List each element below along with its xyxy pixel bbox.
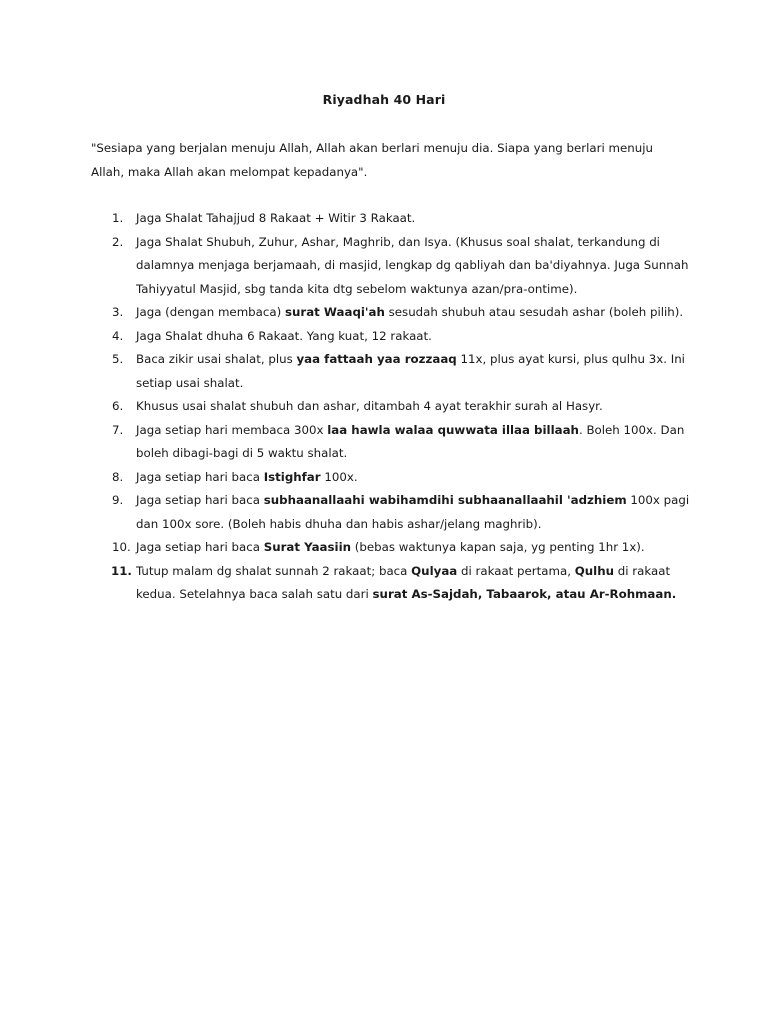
list-item-number: 1. bbox=[112, 211, 124, 225]
text-segment: Jaga setiap hari baca bbox=[136, 493, 264, 507]
text-segment: Jaga Shalat Shubuh, Zuhur, Ashar, Maghrib, dan Isya. (Khusus soal shalat, terkandung di dalamnya menjaga berjamaah, di masjid, lengkap dg qabliyah dan ba'diyahnya. Juga Sunnah Tahiyyatul Masjid, sbg tanda kita dtg sebelom waktunya azan/pra-ontime). bbox=[136, 234, 689, 296]
bold-phrase: surat As-Sajdah, Tabaarok, atau Ar-Rohmaan. bbox=[372, 587, 677, 601]
list-item-text bbox=[136, 211, 415, 225]
text-segment: Jaga (dengan membaca) bbox=[136, 305, 285, 319]
list-item-number: 3. bbox=[112, 305, 124, 319]
text-segment: Jaga Shalat dhuha 6 Rakaat. Yang kuat, 12 rakaat. bbox=[136, 328, 432, 343]
document-title: Riyadhah 40 Hari bbox=[322, 92, 446, 107]
bold-phrase: Qulyaa bbox=[411, 563, 458, 578]
text-segment: . Boleh 100x. Dan boleh dibagi-bagi di 5 waktu shalat. bbox=[136, 422, 685, 460]
list-item-text bbox=[136, 352, 685, 390]
list-item-text bbox=[136, 423, 684, 461]
list-item bbox=[91, 207, 691, 231]
list-item-number: 4. bbox=[112, 328, 124, 343]
list-item bbox=[91, 231, 691, 302]
list-item-text bbox=[136, 564, 676, 602]
bold-phrase: Istighfar bbox=[263, 469, 321, 484]
text-segment: Jaga setiap hari baca bbox=[136, 469, 264, 484]
list-item-text bbox=[136, 470, 358, 484]
bold-phrase: laa hawla walaa quwwata illaa billaah bbox=[327, 422, 579, 437]
text-segment: 11x, plus ayat kursi, plus qulhu 3x. Ini setiap usai shalat. bbox=[136, 352, 685, 390]
list-item bbox=[91, 325, 691, 349]
list-item-text bbox=[136, 329, 432, 343]
text-segment: Jaga Shalat Tahajjud 8 Rakaat + Witir 3 Rakaat. bbox=[136, 211, 416, 225]
list-item-number: 8. bbox=[112, 469, 124, 484]
text-segment: Tutup malam dg shalat sunnah 2 rakaat; baca bbox=[136, 563, 412, 578]
text-segment: Baca zikir usai shalat, plus bbox=[136, 352, 297, 366]
list-item-number: 9. bbox=[112, 493, 124, 507]
list-item bbox=[91, 395, 691, 419]
text-segment: sesudah shubuh atau sesudah ashar (boleh pilih). bbox=[384, 305, 684, 319]
bold-phrase: Surat Yaasiin bbox=[263, 540, 352, 554]
bold-phrase: Qulhu bbox=[574, 563, 615, 578]
text-segment: 100x pagi dan 100x sore. (Boleh habis dhuha dan habis ashar/jelang maghrib). bbox=[136, 493, 690, 531]
text-segment: (bebas waktunya kapan saja, yg penting 1hr 1x). bbox=[351, 540, 645, 554]
list-item-number: 2. bbox=[112, 234, 124, 249]
text-segment: di rakaat kedua. Setelahnya baca salah satu dari bbox=[136, 563, 671, 601]
list-item bbox=[91, 489, 691, 536]
opening-quote: "Sesiapa yang berjalan menuju Allah, Allah akan berlari menuju dia. Siapa yang berlari menuju Allah, maka Allah akan melompat kepadanya". bbox=[91, 141, 653, 179]
list-item bbox=[91, 536, 691, 560]
list-item-text bbox=[136, 493, 689, 531]
bold-phrase: yaa fattaah yaa rozzaaq bbox=[296, 352, 457, 366]
text-segment: 100x. bbox=[320, 469, 358, 484]
numbered-list bbox=[91, 207, 691, 607]
bold-phrase: subhaanallaahi wabihamdihi subhaanallaahil 'adzhiem bbox=[263, 493, 627, 507]
list-item-text bbox=[136, 305, 683, 319]
list-item-text bbox=[136, 235, 688, 296]
text-segment: Khusus usai shalat shubuh dan ashar, ditambah 4 ayat terakhir surah al Hasyr. bbox=[136, 399, 603, 413]
list-item-number: 10. bbox=[112, 540, 131, 554]
list-item-text bbox=[136, 540, 645, 554]
list-item bbox=[91, 348, 691, 395]
list-item-number: 5. bbox=[112, 352, 124, 366]
list-item bbox=[91, 301, 691, 325]
text-segment: di rakaat pertama, bbox=[457, 563, 575, 578]
list-item-text bbox=[136, 399, 603, 413]
list-item-number: 11. bbox=[111, 563, 132, 578]
list-item bbox=[91, 419, 691, 466]
list-item-number: 6. bbox=[112, 399, 124, 413]
text-segment: Jaga setiap hari membaca 300x bbox=[136, 422, 328, 437]
list-item-number: 7. bbox=[112, 422, 124, 437]
bold-phrase: surat Waaqi'ah bbox=[284, 305, 385, 319]
list-item bbox=[91, 560, 691, 607]
text-segment: Jaga setiap hari baca bbox=[136, 540, 264, 554]
list-item bbox=[91, 466, 691, 490]
